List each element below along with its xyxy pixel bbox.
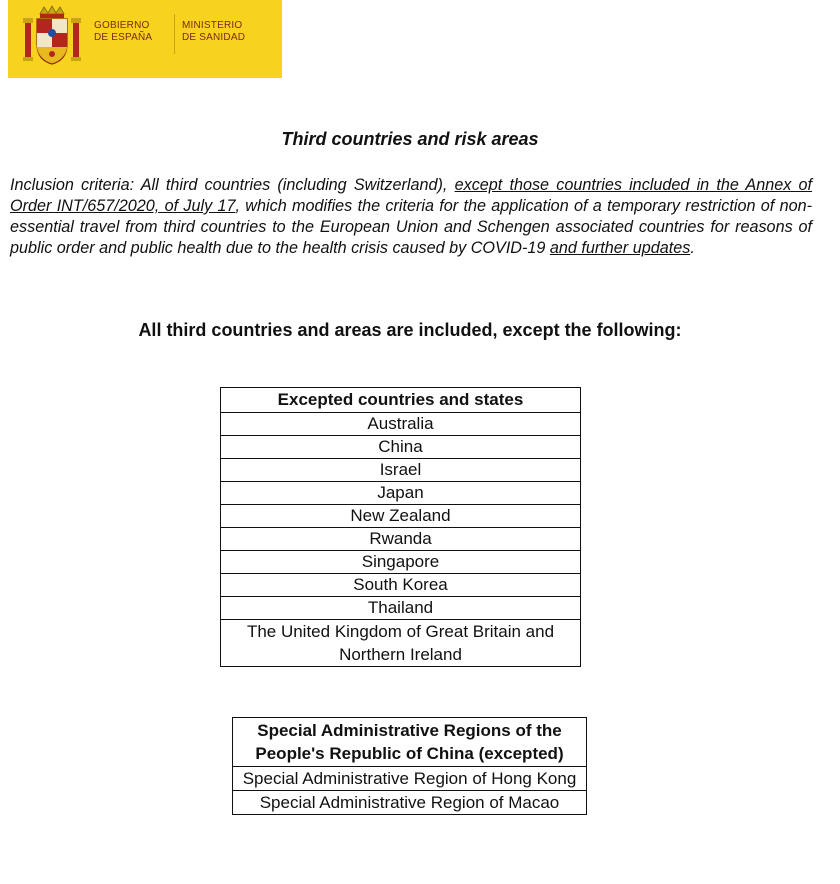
table-row	[221, 620, 581, 667]
country-cell: South Korea	[221, 574, 581, 597]
intro-text-2: , which modifies the criteria for the application of a temporary restriction of non-essential travel from third countries to the European Union and Schengen associated countries for reasons of public order and public health due to the health crisis caused by COVID-19	[10, 197, 812, 257]
table-row	[221, 597, 581, 620]
further-updates-link[interactable]: and further updates	[549, 239, 691, 257]
country-cell: Japan	[221, 482, 581, 505]
ministry-label-line1: MINISTERIO	[182, 20, 243, 31]
government-label-line1: GOBIERNO	[94, 20, 150, 31]
table-row	[233, 791, 587, 815]
table-header: Excepted countries and states	[221, 388, 581, 413]
spanish-coat-of-arms-icon	[22, 4, 82, 68]
intro-text-3: .	[690, 239, 695, 257]
table-row	[221, 551, 581, 574]
header-divider	[174, 14, 175, 54]
table-row	[233, 767, 587, 791]
inclusion-criteria-paragraph	[10, 175, 812, 259]
country-cell: Rwanda	[221, 528, 581, 551]
document-title: Third countries and risk areas	[281, 129, 539, 149]
excepted-countries-table	[220, 387, 581, 667]
table-row	[221, 436, 581, 459]
country-cell: Singapore	[221, 551, 581, 574]
country-cell: Australia	[221, 413, 581, 436]
country-cell: Israel	[221, 459, 581, 482]
region-cell: Special Administrative Region of Hong Kong	[233, 767, 587, 791]
ministry-label	[182, 20, 245, 44]
government-label	[94, 20, 152, 44]
government-header	[8, 0, 282, 78]
intro-text-1: Inclusion criteria: All third countries (including Switzerland),	[10, 176, 455, 194]
government-label-line2: DE ESPAÑA	[94, 32, 153, 43]
country-cell: The United Kingdom of Great Britain and Northern Ireland	[221, 620, 581, 667]
table-row	[221, 574, 581, 597]
table-header-row	[221, 388, 581, 413]
table-row	[221, 505, 581, 528]
table-row	[221, 459, 581, 482]
section-subheading: All third countries and areas are included, except the following:	[138, 320, 682, 340]
table-header-row	[233, 718, 587, 767]
region-cell: Special Administrative Region of Macao	[233, 791, 587, 815]
table-row	[221, 413, 581, 436]
country-cell: New Zealand	[221, 505, 581, 528]
annex-order-link[interactable]: except those countries included in the Annex of Order INT/657/2020, of July 17	[10, 176, 812, 215]
special-administrative-regions-table	[232, 717, 587, 815]
table-header: Special Administrative Regions of the People's Republic of China (excepted)	[233, 718, 587, 767]
country-cell: China	[221, 436, 581, 459]
table-row	[221, 482, 581, 505]
ministry-label-line2: DE SANIDAD	[182, 32, 246, 43]
country-cell: Thailand	[221, 597, 581, 620]
table-row	[221, 528, 581, 551]
